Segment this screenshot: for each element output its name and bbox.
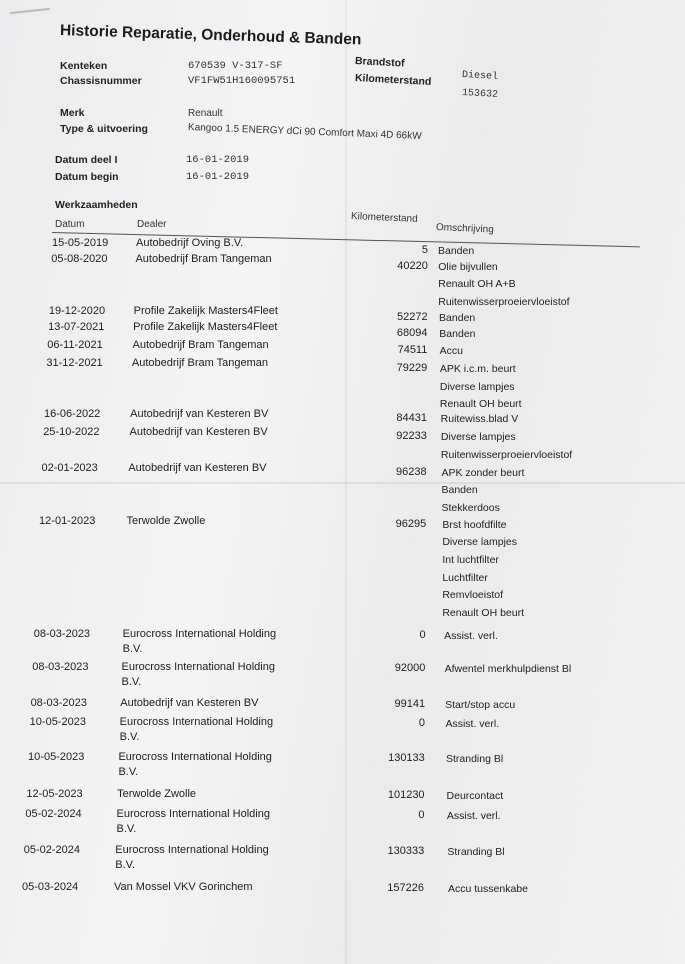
chassis-value: VF1FW51H160095751 xyxy=(188,75,296,87)
row-dealer: Eurocross International Holding B.V. xyxy=(115,844,269,871)
row-date: 12-05-2023 xyxy=(26,788,83,800)
werkzaamheden-heading: Werkzaamheden xyxy=(55,199,138,211)
type-value: Kangoo 1.5 ENERGY dCi 90 Comfort Maxi 4D 66kW xyxy=(187,122,422,142)
row-omschrijving: Stranding Bl xyxy=(447,846,505,858)
row-dealer: Autobedrijf Bram Tangeman xyxy=(132,339,269,351)
staple-mark xyxy=(10,8,50,14)
kenteken-label: Kenteken xyxy=(60,60,108,72)
row-dealer: Terwolde Zwolle xyxy=(126,515,206,527)
row-omschrijving: APK i.c.m. beurt xyxy=(439,363,516,376)
col-datum: Datum xyxy=(55,219,85,230)
row-omschrijving: Stranding Bl xyxy=(445,753,504,765)
row-date: 08-03-2023 xyxy=(30,697,87,709)
row-kilometerstand: 79229 xyxy=(396,362,428,375)
row-dealer: Eurocross International Holding B.V. xyxy=(121,661,275,688)
row-kilometerstand: 0 xyxy=(419,629,426,642)
row-date: 08-03-2023 xyxy=(33,628,91,640)
row-omschrijving: Deurcontact xyxy=(446,790,504,802)
row-omschrijving: Int luchtfilter xyxy=(442,554,499,567)
row-kilometerstand: 130333 xyxy=(387,845,425,857)
type-label: Type & uitvoering xyxy=(60,123,148,135)
row-omschrijving: Accu tussenkabe xyxy=(448,883,528,895)
row-date: 25-10-2022 xyxy=(43,426,100,438)
row-omschrijving: Brst hoofdfilte xyxy=(442,518,507,531)
row-omschrijving: Banden xyxy=(439,311,476,324)
row-dealer: Van Mossel VKV Gorinchem xyxy=(114,881,253,893)
row-dealer: Eurocross International Holding B.V. xyxy=(116,808,270,835)
row-omschrijving: Renault OH beurt xyxy=(442,606,525,619)
row-dealer: Terwolde Zwolle xyxy=(117,788,197,800)
row-omschrijving: Remvloeistof xyxy=(442,589,504,602)
merk-label: Merk xyxy=(60,107,85,119)
row-kilometerstand: 5 xyxy=(421,244,428,256)
row-date: 05-02-2024 xyxy=(25,808,82,820)
row-dealer: Profile Zakelijk Masters4Fleet xyxy=(133,305,278,317)
row-omschrijving: Olie bijvullen xyxy=(438,260,498,273)
row-dealer: Eurocross International Holding B.V. xyxy=(118,751,272,778)
row-omschrijving: Assist. verl. xyxy=(444,630,498,643)
datum-begin-value: 16-01-2019 xyxy=(186,171,250,183)
row-kilometerstand: 92233 xyxy=(396,430,427,443)
row-date: 05-08-2020 xyxy=(51,253,108,265)
row-dealer: Autobedrijf van Kesteren BV xyxy=(128,462,267,474)
row-date: 13-07-2021 xyxy=(48,321,105,333)
row-omschrijving: APK zonder beurt xyxy=(441,466,525,479)
col-omschrijving: Omschrijving xyxy=(435,222,494,236)
row-omschrijving: Diverse lampjes xyxy=(442,536,518,549)
row-omschrijving: Renault OH A+B xyxy=(438,278,516,291)
row-omschrijving: Ruitewiss.blad V xyxy=(440,413,519,426)
row-kilometerstand: 92000 xyxy=(394,662,426,674)
row-omschrijving: Start/stop accu xyxy=(445,699,516,711)
row-omschrijving: Stekkerdoos xyxy=(441,501,500,514)
row-omschrijving: Luchtfilter xyxy=(442,571,488,584)
col-dealer: Dealer xyxy=(137,219,167,230)
datum-deel-value: 16-01-2019 xyxy=(186,154,250,166)
datum-deel-label: Datum deel I xyxy=(55,154,118,166)
row-date: 08-03-2023 xyxy=(32,661,89,673)
kilometerstand-label: Kilometerstand xyxy=(354,72,432,88)
row-kilometerstand: 101230 xyxy=(387,789,425,801)
kilometerstand-value: 153632 xyxy=(461,88,499,101)
row-dealer: Profile Zakelijk Masters4Fleet xyxy=(133,321,278,333)
row-omschrijving: Banden xyxy=(439,327,476,340)
brandstof-value: Diesel xyxy=(461,70,499,83)
row-dealer: Eurocross International Holding B.V. xyxy=(119,716,274,743)
row-dealer: Autobedrijf Bram Tangeman xyxy=(131,357,269,369)
row-omschrijving: Afwentel merkhulpdienst Bl xyxy=(444,663,572,675)
row-dealer: Autobedrijf Oving B.V. xyxy=(136,237,244,249)
row-kilometerstand: 130133 xyxy=(388,752,425,764)
row-date: 19-12-2020 xyxy=(48,305,106,317)
row-date: 02-01-2023 xyxy=(41,462,98,474)
row-omschrijving: Assist. verl. xyxy=(446,810,501,822)
row-omschrijving: Diverse lampjes xyxy=(440,431,516,444)
row-kilometerstand: 0 xyxy=(418,717,426,729)
paper-fold xyxy=(0,482,685,484)
row-date: 16-06-2022 xyxy=(44,408,101,420)
row-date: 31-12-2021 xyxy=(46,357,103,369)
brandstof-label: Brandstof xyxy=(354,55,405,70)
chassis-label: Chassisnummer xyxy=(60,75,142,87)
col-kilometerstand: Kilometerstand xyxy=(350,211,418,225)
row-omschrijving: Renault OH beurt xyxy=(439,398,522,411)
row-date: 06-11-2021 xyxy=(47,339,103,351)
row-kilometerstand: 157226 xyxy=(387,882,424,894)
row-dealer: Eurocross International Holding B.V. xyxy=(122,628,277,655)
row-date: 10-05-2023 xyxy=(29,716,86,728)
row-omschrijving: Banden xyxy=(438,245,475,257)
kenteken-value: 670539 V-317-SF xyxy=(188,60,283,72)
row-date: 10-05-2023 xyxy=(28,751,85,763)
row-omschrijving: Accu xyxy=(439,345,463,358)
paper-fold xyxy=(345,0,347,964)
row-dealer: Autobedrijf Bram Tangeman xyxy=(135,253,272,265)
row-kilometerstand: 52272 xyxy=(396,310,428,323)
row-omschrijving: Assist. verl. xyxy=(445,718,500,730)
row-kilometerstand: 68094 xyxy=(396,326,428,339)
row-kilometerstand: 40220 xyxy=(397,259,428,272)
row-kilometerstand: 96295 xyxy=(395,517,427,530)
row-kilometerstand: 0 xyxy=(418,809,425,821)
row-kilometerstand: 74511 xyxy=(397,344,428,357)
row-omschrijving: Banden xyxy=(441,484,478,497)
row-date: 05-03-2024 xyxy=(22,881,79,893)
row-date: 12-01-2023 xyxy=(39,515,96,527)
row-kilometerstand: 96238 xyxy=(396,465,427,478)
row-omschrijving: Ruitenwisserproeiervloeistof xyxy=(440,448,573,461)
row-dealer: Autobedrijf van Kesteren BV xyxy=(129,426,268,438)
row-date: 15-05-2019 xyxy=(52,237,109,249)
datum-begin-label: Datum begin xyxy=(55,171,119,183)
row-dealer: Autobedrijf van Kesteren BV xyxy=(130,408,269,420)
merk-value: Renault xyxy=(188,108,223,119)
document-title: Historie Reparatie, Onderhoud & Banden xyxy=(59,22,362,49)
row-omschrijving: Diverse lampjes xyxy=(439,380,515,393)
row-omschrijving: Ruitenwisserproeiervloeistof xyxy=(438,295,570,308)
row-date: 05-02-2024 xyxy=(23,844,80,856)
row-dealer: Autobedrijf van Kesteren BV xyxy=(120,697,259,709)
row-kilometerstand: 84431 xyxy=(396,412,427,425)
row-kilometerstand: 99141 xyxy=(394,698,426,710)
